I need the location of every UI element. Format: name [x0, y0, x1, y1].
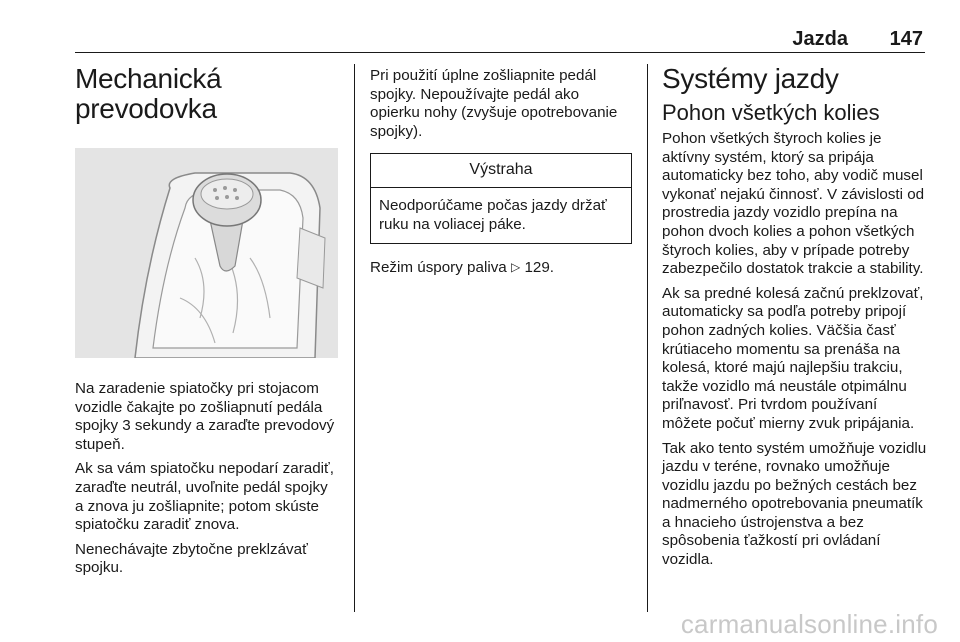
column-divider-2 — [647, 64, 648, 612]
gear-shift-knob-icon — [75, 148, 338, 358]
paragraph: Pri použití úplne zošliapnite pedál spojky. Nepoužívajte pedál ako opierku nohy (zvyšuje opotrebovanie spojky). — [370, 67, 618, 140]
header-divider — [75, 52, 925, 53]
heading-all-wheel-drive: Pohon všetkých kolies — [662, 100, 880, 125]
paragraph: Na zaradenie spiatočky pri stojacom vozidle čakajte po zošliapnutí pedála spojky 3 sekundy a zaraďte prevodový stupeň. — [75, 380, 335, 453]
warning-text: Neodporúčame počas jazdy držať ruku na voliacej páke. — [379, 197, 607, 233]
page-reference — [370, 258, 632, 278]
reference-text: Režim úspory paliva — [370, 258, 507, 276]
page-header — [75, 28, 923, 52]
page-number: 147 — [889, 28, 923, 50]
column-middle — [370, 64, 632, 283]
warning-box — [370, 153, 632, 243]
reference-page: 129. — [524, 258, 555, 276]
heading-manual-transmission: Mechanická prevodovka — [75, 63, 222, 124]
section-title: Jazda — [792, 28, 848, 50]
paragraph: Pohon všetkých štyroch kolies je aktívny systém, ktorý sa pripája automaticky bez toho, aby vodič musel vykonať nejakú činnosť. V závislosti od prostredia jazdy vozidlo prepína na pohon dvoch kolies a pohon všetkých štyroch kolies, aby v prípade potreby zabezpečilo dostatok trakcie a stability. — [662, 130, 925, 278]
column-left — [75, 64, 340, 584]
paragraph: Ak sa predné kolesá začnú preklzovať, automaticky sa podľa potreby pripojí pohon zadných kolies. Väčšia časť krútiaceho momentu sa prenáša na kolesá, ktoré majú najlepšiu trakciu, takže vozidlo má neustále otpimálnu priľnavosť. Pri tvrdom používaní môžete počuť mierny zvuk pripájania. — [662, 284, 924, 432]
heading-driving-systems: Systémy jazdy — [662, 63, 839, 94]
paragraph: Nenechávajte zbytočne preklzávať spojku. — [75, 540, 308, 577]
page-reference-arrow-icon: ▷ — [510, 259, 521, 274]
watermark: carmanualsonline.info — [680, 609, 938, 639]
column-divider-1 — [354, 64, 355, 612]
gear-shift-figure — [75, 148, 338, 358]
warning-title: Výstraha — [371, 154, 631, 188]
paragraph: Ak sa vám spiatočku nepodarí zaradiť, zaraďte neutrál, uvoľnite pedál spojky a znova ju zošliapnite; potom skúste spiatočku zaradiť znova. — [75, 460, 334, 534]
column-right — [662, 64, 927, 576]
paragraph: Tak ako tento systém umožňuje vozidlu jazdu v teréne, rovnako umožňuje vozidlu jazdu po bežných cestách bez nadmerného opotrebovania pneumatík a hnacieho ústrojenstva a bez spôsobenia ťažkostí pri ovládaní vozidla. — [662, 439, 927, 569]
